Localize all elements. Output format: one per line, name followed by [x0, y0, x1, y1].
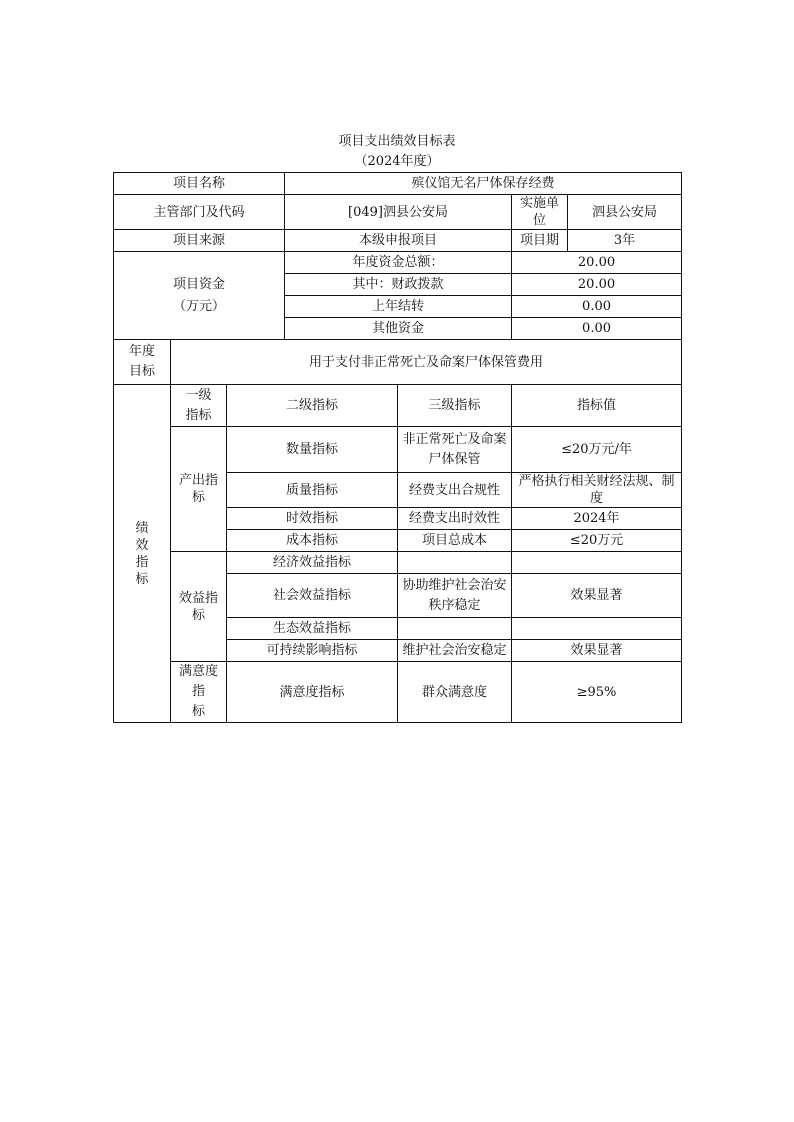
level2-cell: 质量指标: [227, 473, 398, 508]
project-period-value: 3年: [568, 230, 682, 252]
level3-line: 尸体保管: [428, 451, 481, 467]
value-cell: 严格执行相关财经法规、制度: [512, 473, 682, 508]
level2-cell: 社会效益指标: [227, 574, 398, 618]
level2-cell: 满意度指标: [227, 662, 398, 723]
value-cell: ≤20万元: [512, 530, 682, 552]
annual-goal-label: [114, 340, 171, 385]
funds-label-line1: 项目资金: [173, 276, 226, 292]
level3-cell: 经费支出时效性: [398, 508, 512, 530]
level3-line: 协助维护社会治安: [402, 577, 507, 593]
funds-total-value: 20.00: [512, 252, 682, 274]
department-row: [114, 195, 682, 230]
benefit-indicator-label: 效益指标: [171, 552, 227, 662]
satisfaction-label-line2: 标: [191, 704, 205, 719]
project-name-row: [114, 173, 682, 195]
level3-line: 非正常死亡及命案: [402, 431, 507, 447]
satisfaction-label-line1: 满意度指: [178, 664, 218, 699]
annual-goal-row: [114, 340, 682, 385]
level2-header: 二级指标: [227, 385, 398, 427]
table-row: [114, 662, 682, 723]
page-subtitle: （2024年度）: [354, 154, 440, 169]
project-name-value: 殡仪馆无名尸体保存经费: [285, 173, 682, 195]
indicator-section-label: [114, 385, 171, 723]
level2-cell: 生态效益指标: [227, 618, 398, 640]
project-source-row: [114, 230, 682, 252]
project-name-label: 项目名称: [114, 173, 285, 195]
funds-carryover-label: 上年结转: [285, 296, 512, 318]
level3-cell: 项目总成本: [398, 530, 512, 552]
level2-cell: 经济效益指标: [227, 552, 398, 574]
project-period-label: 项目期: [512, 230, 568, 252]
annual-goal-label-line2: 目标: [128, 364, 155, 379]
value-header: 指标值: [512, 385, 682, 427]
level3-cell: [398, 618, 512, 640]
performance-target-table: [113, 172, 682, 723]
level3-cell: 经费支出合规性: [398, 473, 512, 508]
funds-other-label: 其他资金: [285, 318, 512, 340]
page-title: 项目支出绩效目标表: [338, 134, 456, 149]
table-row: [114, 427, 682, 473]
funds-carryover-value: 0.00: [512, 296, 682, 318]
level3-cell: [398, 427, 512, 473]
satisfaction-indicator-label: [171, 662, 227, 723]
implementing-unit-label: 实施单位: [512, 195, 568, 230]
department-label: 主管部门及代码: [114, 195, 285, 230]
section-char: 效: [135, 537, 149, 553]
funds-label-line2: （万元）: [173, 298, 226, 314]
level3-cell: 群众满意度: [398, 662, 512, 723]
annual-goal-label-line1: 年度: [128, 344, 155, 359]
funds-fiscal-value: 20.00: [512, 274, 682, 296]
level1-header-line1: 一级: [185, 387, 212, 403]
funds-total-label: 年度资金总额：: [285, 252, 512, 274]
level3-cell: [398, 552, 512, 574]
level2-cell: 成本指标: [227, 530, 398, 552]
project-source-value: 本级申报项目: [285, 230, 512, 252]
table-row: [114, 552, 682, 574]
level3-line: 秩序稳定: [428, 597, 481, 613]
funds-label: [114, 252, 285, 340]
value-cell: [512, 618, 682, 640]
level2-cell: 数量指标: [227, 427, 398, 473]
value-cell: ≥95%: [512, 662, 682, 723]
section-char: 绩: [135, 520, 149, 536]
funds-row: [114, 252, 682, 274]
level2-cell: 时效指标: [227, 508, 398, 530]
section-char: 标: [135, 571, 149, 587]
level2-cell: 可持续影响指标: [227, 640, 398, 662]
section-char: 指: [135, 554, 149, 570]
level1-header: [171, 385, 227, 427]
value-cell: ≤20万元/年: [512, 427, 682, 473]
annual-goal-text: 用于支付非正常死亡及命案尸体保管费用: [171, 340, 682, 385]
indicator-header-row: [114, 385, 682, 427]
output-indicator-label: 产出指标: [171, 427, 227, 552]
implementing-unit-value: 泗县公安局: [568, 195, 682, 230]
funds-other-value: 0.00: [512, 318, 682, 340]
department-value: [049]泗县公安局: [285, 195, 512, 230]
value-cell: 2024年: [512, 508, 682, 530]
level3-header: 三级指标: [398, 385, 512, 427]
value-cell: [512, 552, 682, 574]
level3-cell: [398, 574, 512, 618]
project-source-label: 项目来源: [114, 230, 285, 252]
level3-cell: 维护社会治安稳定: [398, 640, 512, 662]
value-cell: 效果显著: [512, 574, 682, 618]
level1-header-line2: 指标: [185, 407, 212, 423]
value-cell: 效果显著: [512, 640, 682, 662]
funds-fiscal-label: 其中：财政拨款: [285, 274, 512, 296]
